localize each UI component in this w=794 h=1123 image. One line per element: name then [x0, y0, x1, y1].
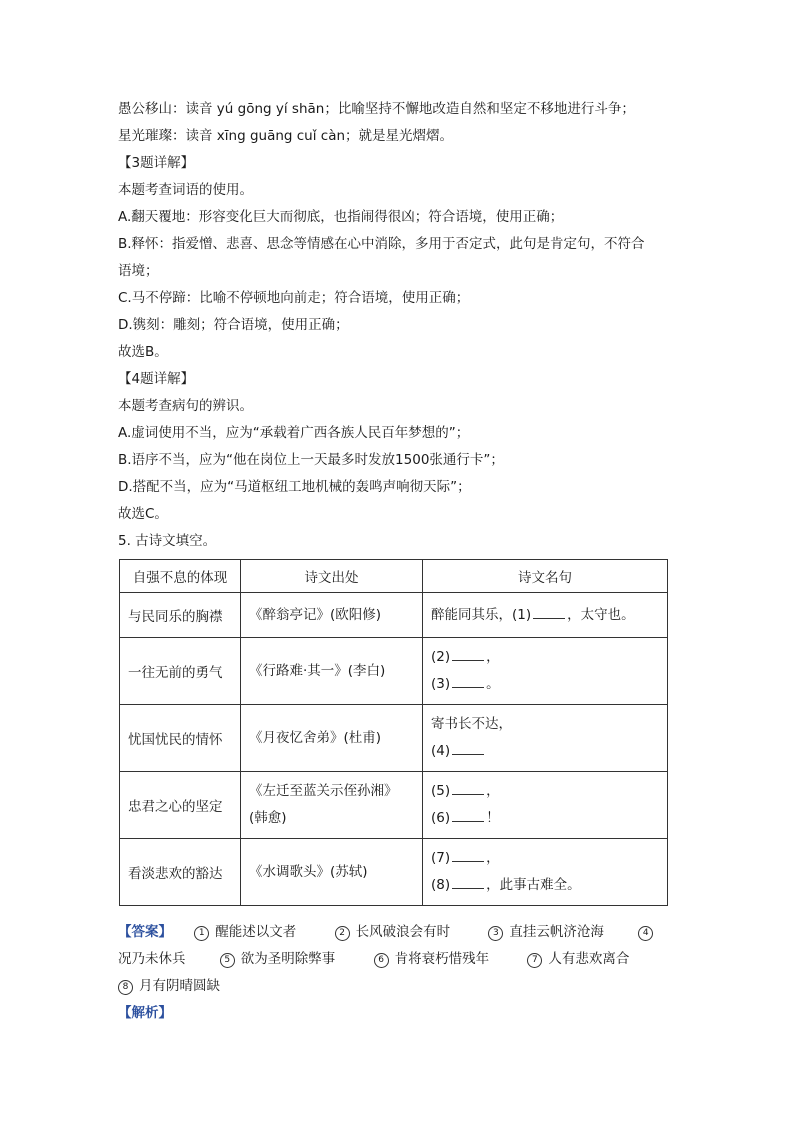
row-theme: 一往无前的勇气: [120, 638, 241, 705]
source-title: 《左迁至蓝关示侄孙湘》: [249, 783, 398, 799]
table-header-row: [120, 560, 668, 593]
source-title: 《水调歌头》(苏轼): [249, 863, 368, 880]
answer-line-2: [118, 946, 629, 973]
row-quote: [423, 705, 668, 772]
row-quote: [423, 638, 668, 705]
row-source: [241, 705, 423, 772]
table-row: [120, 638, 668, 705]
source-title: 《行路难·其一》(李白): [249, 662, 386, 679]
quote-line: [431, 872, 659, 899]
text-line: A.虚词使用不当，应为“承载着广西各族人民百年梦想的”；: [118, 425, 470, 441]
text-line: 愚公移山：读音 yú gōng yí shān；比喻坚持不懈地改造自然和坚定不移地进行斗争；: [118, 101, 635, 117]
table-row: [120, 772, 668, 839]
quote-line: [431, 671, 659, 698]
answer-item-4-text: 况乃未休兵: [118, 951, 186, 967]
quote-prefix: (6): [431, 810, 451, 826]
row-quote: [423, 839, 668, 906]
quote-suffix: ，: [486, 649, 500, 665]
text-line: 故选C。: [118, 506, 168, 522]
text-line: 【4题详解】: [118, 371, 195, 387]
row-quote: [423, 772, 668, 839]
text-line: D.镌刻：雕刻；符合语境，使用正确；: [118, 317, 349, 333]
row-source: [241, 593, 423, 638]
row-source: [241, 839, 423, 906]
row-source: [241, 772, 423, 839]
source-title: 《月夜忆舍弟》(杜甫): [249, 729, 382, 746]
text-line: 本题考查词语的使用。: [118, 182, 253, 198]
quote-prefix: (2): [431, 649, 451, 665]
row-theme: 忧国忧民的情怀: [120, 705, 241, 772]
quote-line: [431, 602, 659, 629]
text-line: 故选B。: [118, 344, 168, 360]
text-line: 【3题详解】: [118, 155, 195, 171]
fill-blank: [533, 604, 565, 619]
quote-suffix: ，此事古难全。: [486, 877, 581, 893]
quote-prefix: (4): [431, 743, 451, 759]
fill-blank: [452, 646, 484, 661]
table-row: [120, 839, 668, 906]
text-line: A.翻天覆地：形容变化巨大而彻底，也指闹得很凶；符合语境，使用正确；: [118, 209, 564, 225]
answer-item-6: 6 肯将衰朽惜残年: [374, 951, 490, 967]
answer-item-3: 3 直挂云帆济沧海: [488, 924, 604, 940]
text-line: C.马不停蹄：比喻不停顿地向前走；符合语境，使用正确；: [118, 290, 470, 306]
quote-line: [431, 845, 659, 872]
answer-item-5: 5 欲为圣明除弊事: [220, 951, 336, 967]
quote-prefix: (8): [431, 877, 451, 893]
analysis-line: [118, 1000, 190, 1027]
text-line: B.释怀：指爱憎、悲喜、思念等情感在心中消除，多用于否定式，此句是肯定句，不符合: [118, 236, 645, 252]
text-line: D.搭配不当，应为“马道枢纽工地机械的轰鸣声响彻天际”；: [118, 479, 471, 495]
answer-tag: 【答案】: [118, 924, 172, 940]
quote-suffix: ，太守也。: [567, 606, 635, 623]
header-quote: 诗文名句: [423, 560, 668, 593]
row-quote: [423, 593, 668, 638]
answer-item-8: 8 月有阴晴圆缺: [118, 978, 220, 994]
text-line: B.语序不当，应为“他在岗位上一天最多时发放1500张通行卡”；: [118, 452, 504, 468]
fill-blank: [452, 780, 484, 795]
quote-prefix: (7): [431, 850, 451, 866]
text-line: 语境；: [118, 263, 159, 279]
text-line: 星光璀璨：读音 xīng guāng cuǐ càn；就是星光熠熠。: [118, 128, 454, 144]
row-theme: 与民同乐的胸襟: [120, 593, 241, 638]
quote-suffix: ，: [486, 783, 500, 799]
source-author: (韩愈): [249, 810, 287, 826]
header-source: 诗文出处: [241, 560, 423, 593]
quote-suffix: ！: [486, 810, 500, 826]
fill-blank: [452, 847, 484, 862]
quote-line: [431, 778, 659, 805]
quote-line: [431, 644, 659, 671]
answer-line-3: [118, 973, 220, 1000]
answer-item-1: 1 醒能述以文者: [194, 924, 296, 940]
text-line: 5. 古诗文填空。: [118, 533, 217, 549]
quote-prefix: (5): [431, 783, 451, 799]
row-theme: 忠君之心的坚定: [120, 772, 241, 839]
table-row: [120, 593, 668, 638]
poem-fill-table: [119, 559, 668, 906]
text-line: 本题考查病句的辨识。: [118, 398, 253, 414]
row-source: [241, 638, 423, 705]
answer-item-7: 7 人有悲欢离合: [527, 951, 629, 967]
quote-suffix: 。: [486, 676, 500, 692]
quote-line: [431, 711, 659, 738]
quote-line: [431, 738, 659, 765]
fill-blank: [452, 874, 484, 889]
quote-line: [431, 805, 659, 832]
table-row: [120, 705, 668, 772]
quote-suffix: ，: [486, 850, 500, 866]
answer-line-1: [118, 919, 659, 946]
quote-prefix: (3): [431, 676, 451, 692]
header-theme: 自强不息的体现: [120, 560, 241, 593]
fill-blank: [452, 807, 484, 822]
fill-blank: [452, 740, 484, 755]
quote-prefix: 醉能同其乐，(1): [431, 606, 532, 623]
fill-blank: [452, 673, 484, 688]
answer-item-2: 2 长风破浪会有时: [335, 924, 451, 940]
answer-item-4-num: 4: [638, 924, 659, 940]
source-title: 《醉翁亭记》(欧阳修): [249, 606, 382, 623]
row-theme: 看淡悲欢的豁达: [120, 839, 241, 906]
quote-prefix: 寄书长不达，: [431, 716, 512, 732]
analysis-tag: 【解析】: [118, 1005, 172, 1021]
